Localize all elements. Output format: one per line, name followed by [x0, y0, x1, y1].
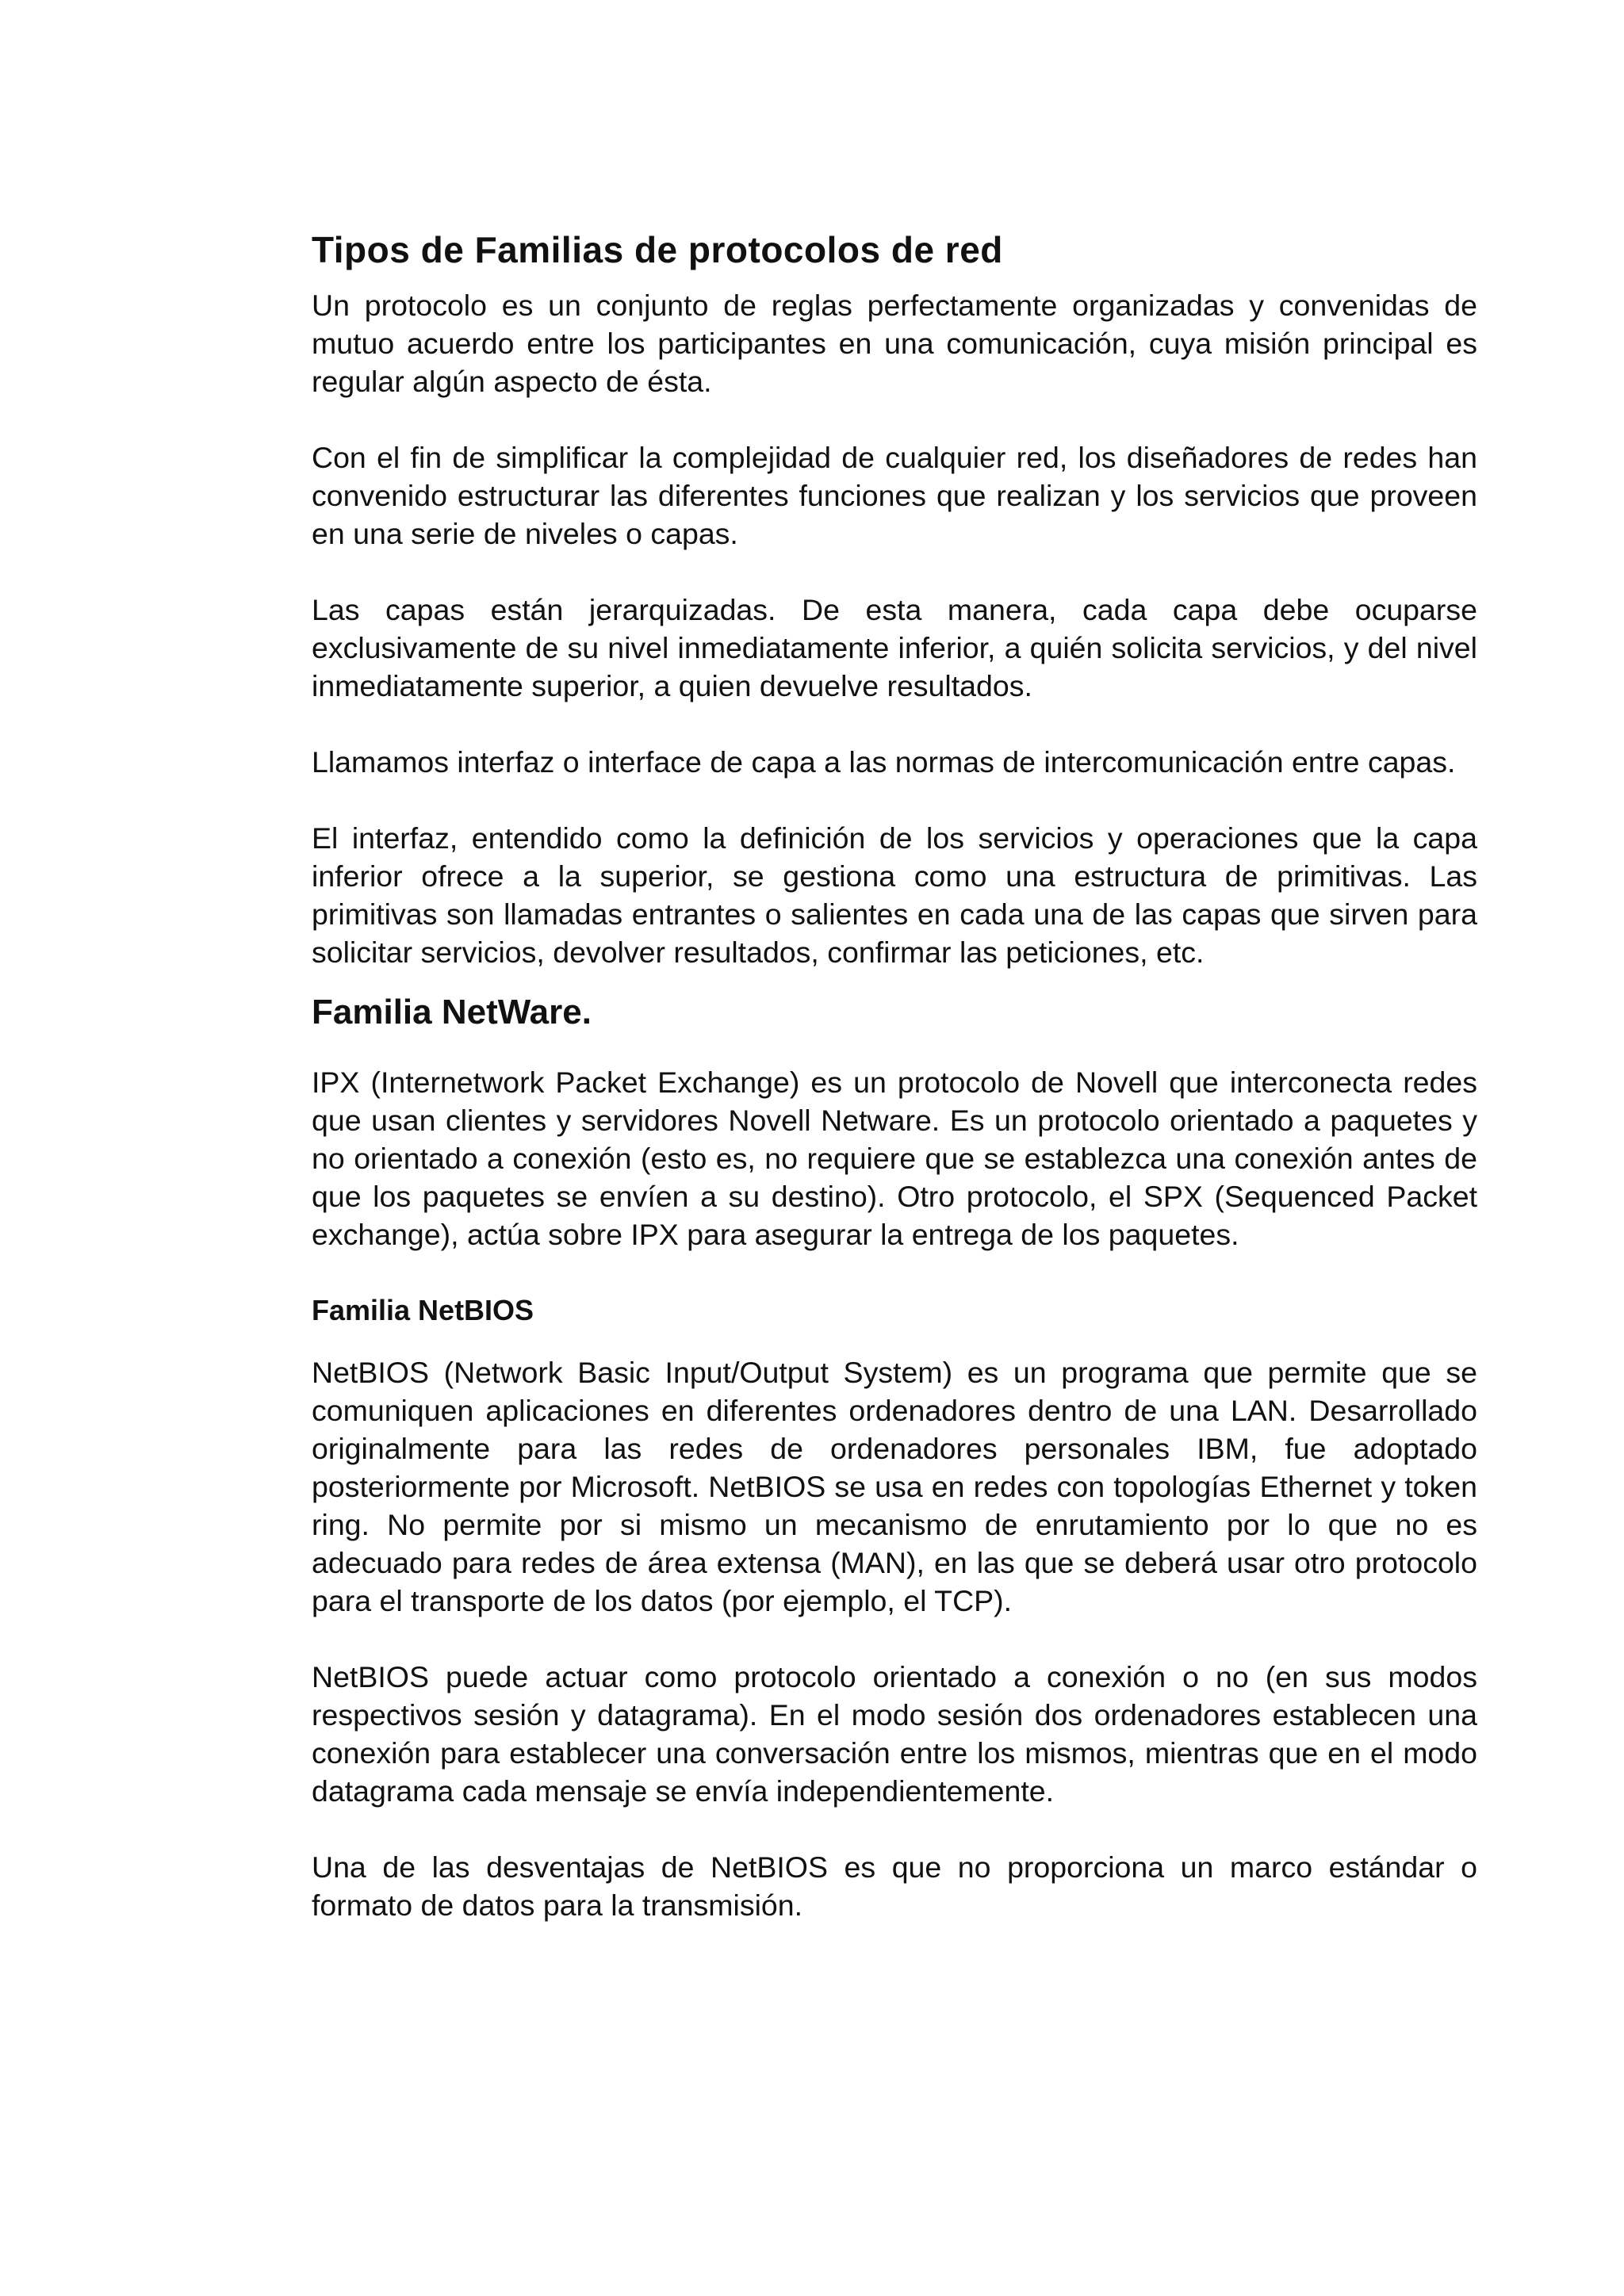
document-page: [312, 226, 1477, 1962]
page-title: Tipos de Familias de protocolos de red: [312, 229, 1003, 270]
netware-heading: Familia NetWare.: [312, 993, 592, 1031]
intro-paragraph: Con el fin de simplificar la complejidad de cualquier red, los diseñadores de redes han convenido estructurar las diferentes funciones que realizan y los servicios que proveen en una serie de niveles o capas.: [312, 441, 1477, 550]
netbios-paragraph: NetBIOS (Network Basic Input/Output System) es un programa que permite que se comuniquen aplicaciones en diferentes ordenadores dentro de una LAN. Desarrollado originalmente para las redes de ordenadores personales IBM, fue adoptado posteriormente por Microsoft. NetBIOS se usa en redes con topologías Ethernet y token ring. No permite por si mismo un mecanismo de enrutamiento por lo que no es adecuado para redes de área extensa (MAN), en las que se deberá usar otro protocolo para el transporte de los datos (por ejemplo, el TCP).: [312, 1356, 1477, 1617]
netbios-paragraph: Una de las desventajas de NetBIOS es que no proporciona un marco estándar o formato de datos para la transmisión.: [312, 1850, 1477, 1922]
netbios-paragraph: NetBIOS puede actuar como protocolo orientado a conexión o no (en sus modos respectivos sesión y datagrama). En el modo sesión dos ordenadores establecen una conexión para establecer una conversación entre los mismos, mientras que en el modo datagrama cada mensaje se envía independientemente.: [312, 1660, 1477, 1808]
intro-paragraph: El interfaz, entendido como la definición de los servicios y operaciones que la capa inferior ofrece a la superior, se gestiona como una estructura de primitivas. Las primitivas son llamadas entrantes o salientes en cada una de las capas que sirven para solicitar servicios, devolver resultados, confirmar las peticiones, etc.: [312, 821, 1477, 969]
netware-paragraph: IPX (Internetwork Packet Exchange) es un protocolo de Novell que interconecta redes que usan clientes y servidores Novell Netware. Es un protocolo orientado a paquetes y no orientado a conexión (esto es, no requiere que se establezca una conexión antes de que los paquetes se envíen a su destino). Otro protocolo, el SPX (Sequenced Packet exchange), actúa sobre IPX para asegurar la entrega de los paquetes.: [312, 1066, 1477, 1251]
intro-paragraph: Llamamos interfaz o interface de capa a las normas de intercomunicación entre capas.: [312, 745, 1456, 779]
intro-paragraph: Un protocolo es un conjunto de reglas perfectamente organizadas y convenidas de mutuo acuerdo entre los participantes en una comunicación, cuya misión principal es regular algún aspecto de ésta.: [312, 289, 1477, 398]
intro-paragraph: Las capas están jerarquizadas. De esta manera, cada capa debe ocuparse exclusivamente de su nivel inmediatamente inferior, a quién solicita servicios, y del nivel inmediatamente superior, a quien devuelve resultados.: [312, 593, 1477, 702]
netbios-heading: Familia NetBIOS: [312, 1294, 534, 1326]
